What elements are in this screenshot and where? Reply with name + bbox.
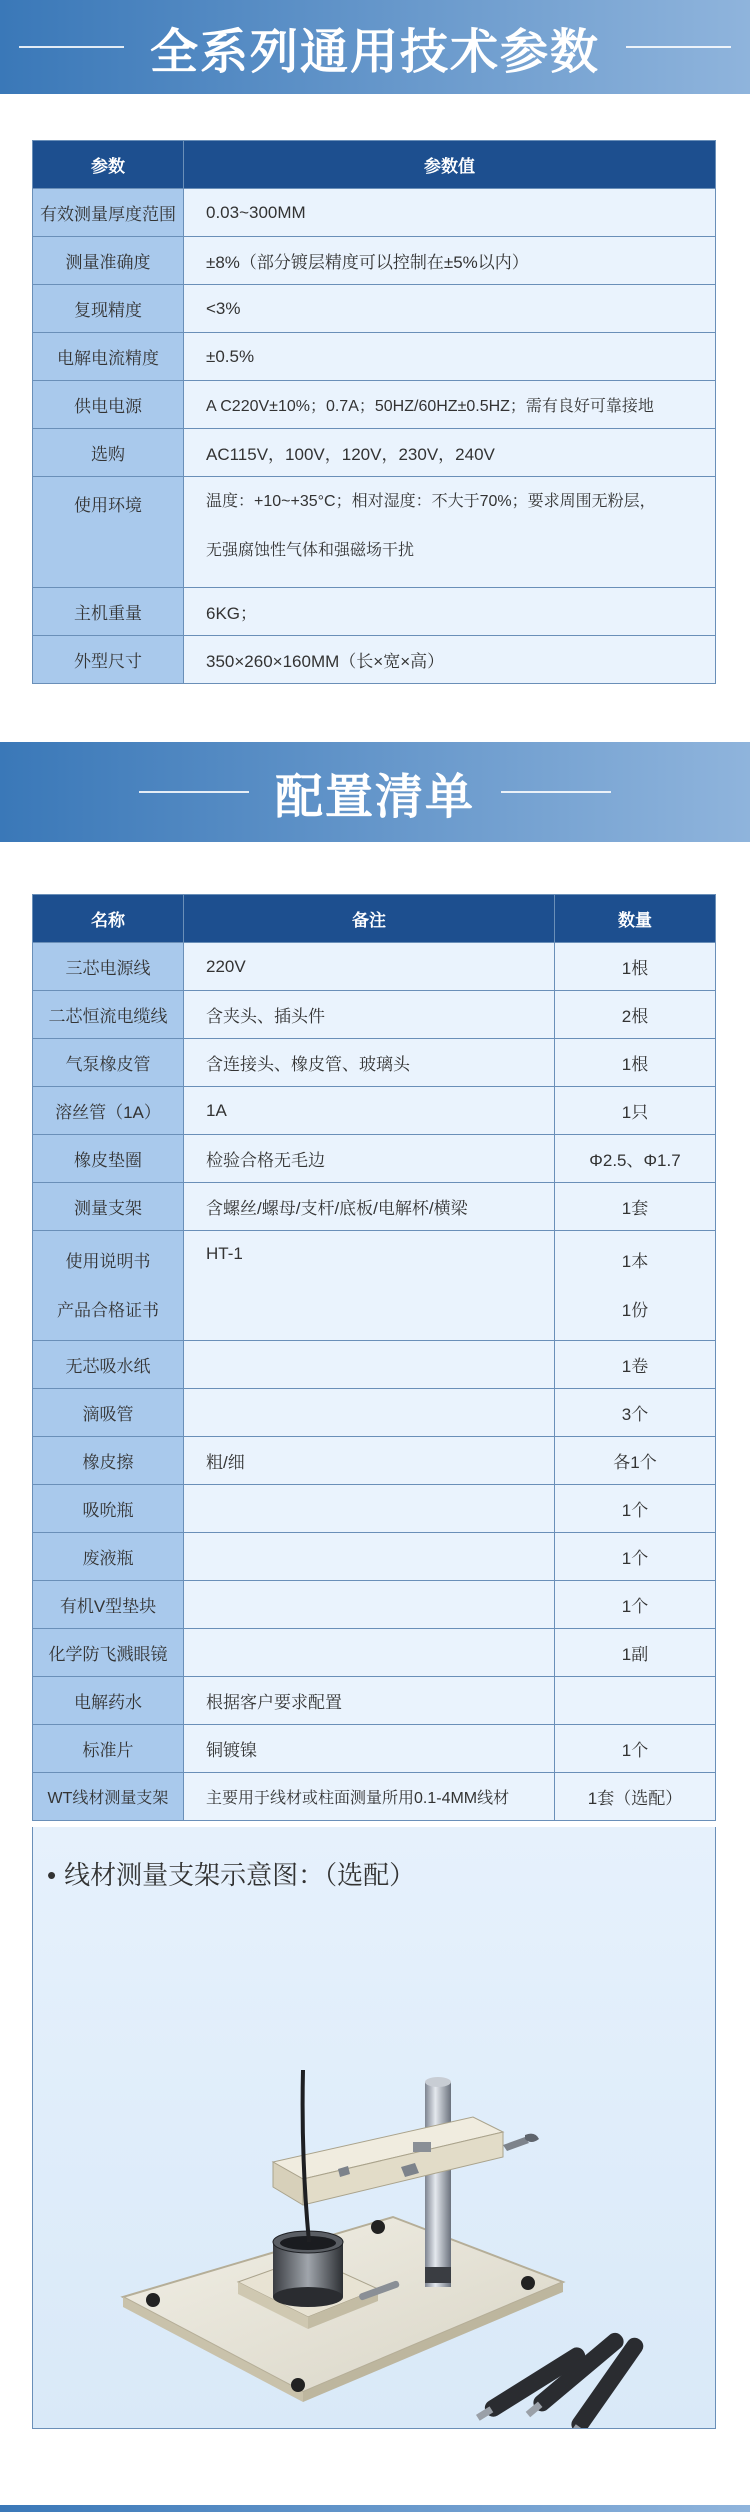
item-name: 橡皮垫圈 <box>33 1135 184 1183</box>
item-note <box>184 1389 555 1437</box>
table-row <box>33 1485 716 1533</box>
table-row <box>33 1135 716 1183</box>
item-qty: 1套（选配） <box>555 1773 716 1821</box>
table-row <box>33 636 716 684</box>
row-label: 供电电源 <box>33 381 184 429</box>
item-name: 滴吸管 <box>33 1389 184 1437</box>
table-row <box>33 1389 716 1437</box>
table-row <box>33 477 716 588</box>
banner-line-left <box>139 791 249 793</box>
item-note: 检验合格无毛边 <box>184 1135 555 1183</box>
row-label: 有效测量厚度范围 <box>33 189 184 237</box>
item-note: 1A <box>184 1087 555 1135</box>
table-row <box>33 1533 716 1581</box>
item-name-line: 使用说明书 <box>65 1251 151 1271</box>
table-row <box>33 943 716 991</box>
item-qty: 1个 <box>555 1533 716 1581</box>
rubber-rollers <box>473 2330 646 2428</box>
wire-stand-illustration <box>33 1827 715 2428</box>
item-qty: 1个 <box>555 1725 716 1773</box>
item-name: 废液瓶 <box>33 1533 184 1581</box>
item-qty: 1卷 <box>555 1341 716 1389</box>
header-name: 名称 <box>33 895 184 943</box>
table-row <box>33 1039 716 1087</box>
row-value: 6KG； <box>184 588 716 636</box>
item-name: 三芯电源线 <box>33 943 184 991</box>
table-row <box>33 588 716 636</box>
row-label: 测量准确度 <box>33 237 184 285</box>
section-banner-params <box>0 0 750 94</box>
row-value-line: 温度：+10~+35°C；相对湿度：不大于70%；要求周围无粉层， <box>206 493 656 510</box>
banner-line-left <box>19 46 124 48</box>
banner-line-right <box>626 46 731 48</box>
item-name: 化学防飞溅眼镜 <box>33 1629 184 1677</box>
row-label: 选购 <box>33 429 184 477</box>
table-row <box>33 1725 716 1773</box>
header-qty: 数量 <box>555 895 716 943</box>
row-value: <3% <box>184 285 716 333</box>
table-row <box>33 1581 716 1629</box>
params-table <box>32 140 716 684</box>
item-qty: 1副 <box>555 1629 716 1677</box>
row-label: 电解电流精度 <box>33 333 184 381</box>
item-note: 主要用于线材或柱面测量所用0.1-4MM线材 <box>184 1773 555 1821</box>
foot-icon <box>291 2378 305 2392</box>
vertical-post <box>425 2077 451 2287</box>
item-name: 电解药水 <box>33 1677 184 1725</box>
item-qty: 各1个 <box>555 1437 716 1485</box>
item-qty: 1套 <box>555 1183 716 1231</box>
table-header-row <box>33 141 716 189</box>
wire-stand-diagram <box>32 1827 716 2429</box>
bullet-icon: • <box>47 1860 57 1890</box>
item-qty <box>555 1231 716 1341</box>
item-note <box>184 1581 555 1629</box>
item-qty: 1根 <box>555 943 716 991</box>
row-value: AC115V，100V，120V，230V，240V <box>184 429 716 477</box>
item-qty: 1根 <box>555 1039 716 1087</box>
table-row <box>33 1437 716 1485</box>
item-name: 橡皮擦 <box>33 1437 184 1485</box>
electrolytic-cup <box>273 2231 343 2307</box>
table-row <box>33 1183 716 1231</box>
row-label: 复现精度 <box>33 285 184 333</box>
table-row <box>33 237 716 285</box>
item-note: 含螺丝/螺母/支杆/底板/电解杯/横梁 <box>184 1183 555 1231</box>
item-name: 标准片 <box>33 1725 184 1773</box>
item-name: WT线材测量支架 <box>33 1773 184 1821</box>
table-header-row <box>33 895 716 943</box>
item-qty: 2根 <box>555 991 716 1039</box>
table-row <box>33 429 716 477</box>
item-note: 粗/细 <box>184 1437 555 1485</box>
row-value-line: 无强腐蚀性气体和强磁场干扰 <box>206 542 415 559</box>
table-row <box>33 285 716 333</box>
foot-icon <box>146 2293 160 2307</box>
table-row <box>33 333 716 381</box>
table-row <box>33 1677 716 1725</box>
row-value: ±8%（部分镀层精度可以控制在±5%以内） <box>184 237 716 285</box>
item-note: 铜镀镍 <box>184 1725 555 1773</box>
item-note <box>184 1341 555 1389</box>
item-name: 吸吮瓶 <box>33 1485 184 1533</box>
table-row <box>33 1629 716 1677</box>
row-label: 主机重量 <box>33 588 184 636</box>
table-row <box>33 1341 716 1389</box>
foot-icon <box>371 2220 385 2234</box>
diagram-title-text: 线材测量支架示意图：（选配） <box>64 1860 416 1890</box>
section-title-config: 配置清单 <box>274 768 475 825</box>
item-qty-line: 1份 <box>621 1300 649 1320</box>
table-row <box>33 189 716 237</box>
row-label: 使用环境 <box>33 477 184 588</box>
row-value: 0.03~300MM <box>184 189 716 237</box>
table-row <box>33 1231 716 1341</box>
table-row <box>33 1773 716 1821</box>
table-row <box>33 991 716 1039</box>
row-value: A C220V±10%；0.7A；50HZ/60HZ±0.5HZ；需有良好可靠接地 <box>184 381 716 429</box>
footer-divider <box>0 2505 750 2512</box>
config-table <box>32 894 716 1821</box>
item-note: 含夹头、插头件 <box>184 991 555 1039</box>
item-qty <box>555 1677 716 1725</box>
item-note <box>184 1533 555 1581</box>
item-note: 220V <box>184 943 555 991</box>
item-name <box>33 1231 184 1341</box>
crossbar <box>273 2117 539 2205</box>
table-row <box>33 1087 716 1135</box>
item-qty: Φ2.5、Φ1.7 <box>555 1135 716 1183</box>
header-value: 参数值 <box>184 141 716 189</box>
item-qty: 1个 <box>555 1581 716 1629</box>
foot-icon <box>521 2276 535 2290</box>
item-note <box>184 1629 555 1677</box>
row-value: ±0.5% <box>184 333 716 381</box>
item-note: HT-1 <box>184 1231 555 1341</box>
item-name-line: 产品合格证书 <box>57 1300 159 1320</box>
item-qty: 1只 <box>555 1087 716 1135</box>
item-name: 无芯吸水纸 <box>33 1341 184 1389</box>
item-name: 二芯恒流电缆线 <box>33 991 184 1039</box>
row-value <box>184 477 716 588</box>
item-qty: 1个 <box>555 1485 716 1533</box>
item-note: 根据客户要求配置 <box>184 1677 555 1725</box>
item-name: 气泵橡皮管 <box>33 1039 184 1087</box>
item-name: 溶丝管（1A） <box>33 1087 184 1135</box>
row-value: 350×260×160MM（长×宽×高） <box>184 636 716 684</box>
table-row <box>33 381 716 429</box>
item-note <box>184 1485 555 1533</box>
row-label: 外型尺寸 <box>33 636 184 684</box>
header-note: 备注 <box>184 895 555 943</box>
item-name: 有机V型垫块 <box>33 1581 184 1629</box>
header-param: 参数 <box>33 141 184 189</box>
item-qty-line: 1本 <box>621 1251 649 1271</box>
item-note: 含连接头、橡皮管、玻璃头 <box>184 1039 555 1087</box>
section-title-params: 全系列通用技术参数 <box>149 23 600 80</box>
item-qty: 3个 <box>555 1389 716 1437</box>
item-name: 测量支架 <box>33 1183 184 1231</box>
banner-line-right <box>501 791 611 793</box>
section-banner-config <box>0 742 750 842</box>
